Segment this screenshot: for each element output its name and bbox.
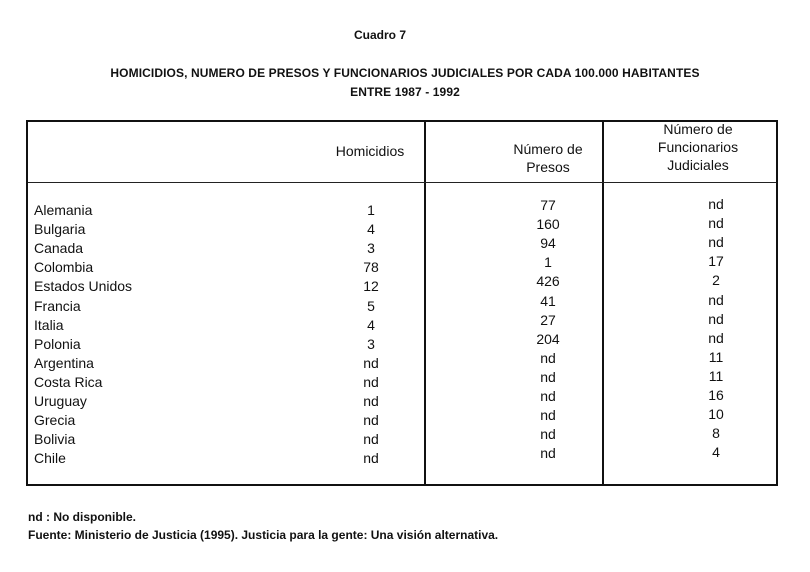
header-funcionarios — [638, 120, 758, 174]
homicidios-cell: nd — [363, 431, 379, 448]
presos-cell: 204 — [536, 330, 560, 347]
funcionarios-cell: 16 — [708, 387, 724, 403]
funcionarios-cell: 10 — [708, 406, 724, 423]
funcionarios-cell: nd — [708, 196, 724, 212]
funcionarios-cell: 11 — [708, 367, 724, 384]
presos-cell: nd — [540, 426, 556, 443]
homicidios-cell: 78 — [363, 259, 379, 276]
header-divider — [28, 182, 776, 183]
header-label: Número de Presos — [513, 141, 583, 175]
homicidios-cell: 1 — [367, 202, 375, 218]
country-cell: Grecia — [34, 412, 76, 429]
footnote: nd : No disponible. — [28, 510, 136, 524]
header-presos — [502, 140, 594, 176]
country-cell: Italia — [34, 316, 64, 333]
presos-cell: nd — [540, 388, 556, 404]
source-note: Fuente: Ministerio de Justicia (1995). Justicia para la gente: Una visión alternativa. — [28, 528, 499, 542]
presos-cell: 1 — [544, 254, 552, 271]
homicidios-cell: nd — [363, 373, 379, 390]
homicidios-cell: 3 — [367, 335, 375, 352]
header-label: Homicidios — [335, 143, 405, 159]
homicidios-cell: 4 — [367, 316, 375, 333]
funcionarios-cell: nd — [708, 215, 724, 232]
presos-cell: 77 — [540, 197, 556, 213]
funcionarios-cell: nd — [708, 291, 724, 308]
presos-cell: nd — [540, 445, 556, 462]
presos-cell: nd — [540, 368, 556, 385]
funcionarios-cell: nd — [708, 329, 724, 346]
country-cell: Estados Unidos — [34, 278, 133, 295]
homicidios-cell: 5 — [367, 297, 375, 314]
homicidios-cell: 12 — [363, 278, 379, 295]
country-cell: Alemania — [34, 202, 93, 218]
header-label: Número de Funcionarios Judiciales — [657, 121, 739, 173]
country-cell: Bolivia — [34, 431, 76, 448]
country-cell: Colombia — [34, 259, 94, 276]
funcionarios-cell: 2 — [712, 272, 720, 289]
funcionarios-cell: 11 — [708, 348, 724, 365]
presos-cell: 160 — [536, 216, 560, 233]
data-table — [26, 120, 778, 486]
country-cell: Canada — [34, 240, 84, 257]
funcionarios-cell: nd — [708, 234, 724, 251]
country-cell: Uruguay — [34, 393, 87, 409]
presos-cell: nd — [540, 349, 556, 366]
presos-cell: 426 — [536, 273, 560, 290]
homicidios-cell: 4 — [367, 221, 375, 238]
table-row — [28, 444, 776, 469]
country-cell: Costa Rica — [34, 373, 103, 390]
header-homicidios — [328, 142, 412, 160]
country-cell: Bulgaria — [34, 221, 86, 238]
country-cell: Chile — [34, 450, 66, 467]
presos-cell: 94 — [540, 235, 556, 252]
table-title: HOMICIDIOS, NUMERO DE PRESOS Y FUNCIONARIOS JUDICIALES POR CADA 100.000 HABITANTES — [110, 66, 700, 80]
homicidios-cell: nd — [363, 393, 379, 409]
country-cell: Polonia — [34, 335, 81, 352]
homicidios-cell: nd — [363, 412, 379, 429]
homicidios-cell: nd — [363, 354, 379, 371]
funcionarios-cell: nd — [708, 310, 724, 327]
presos-cell: 27 — [540, 311, 556, 328]
country-cell: Argentina — [34, 354, 94, 371]
presos-cell: nd — [540, 407, 556, 424]
funcionarios-cell: 8 — [712, 425, 720, 442]
table-subtitle: ENTRE 1987 - 1992 — [350, 85, 460, 99]
funcionarios-cell: 17 — [708, 253, 724, 270]
funcionarios-cell: 4 — [712, 444, 720, 461]
table-caption: Cuadro 7 — [353, 28, 406, 42]
country-cell: Francia — [34, 297, 81, 314]
homicidios-cell: nd — [363, 450, 379, 467]
homicidios-cell: 3 — [367, 240, 375, 257]
presos-cell: 41 — [540, 292, 556, 309]
